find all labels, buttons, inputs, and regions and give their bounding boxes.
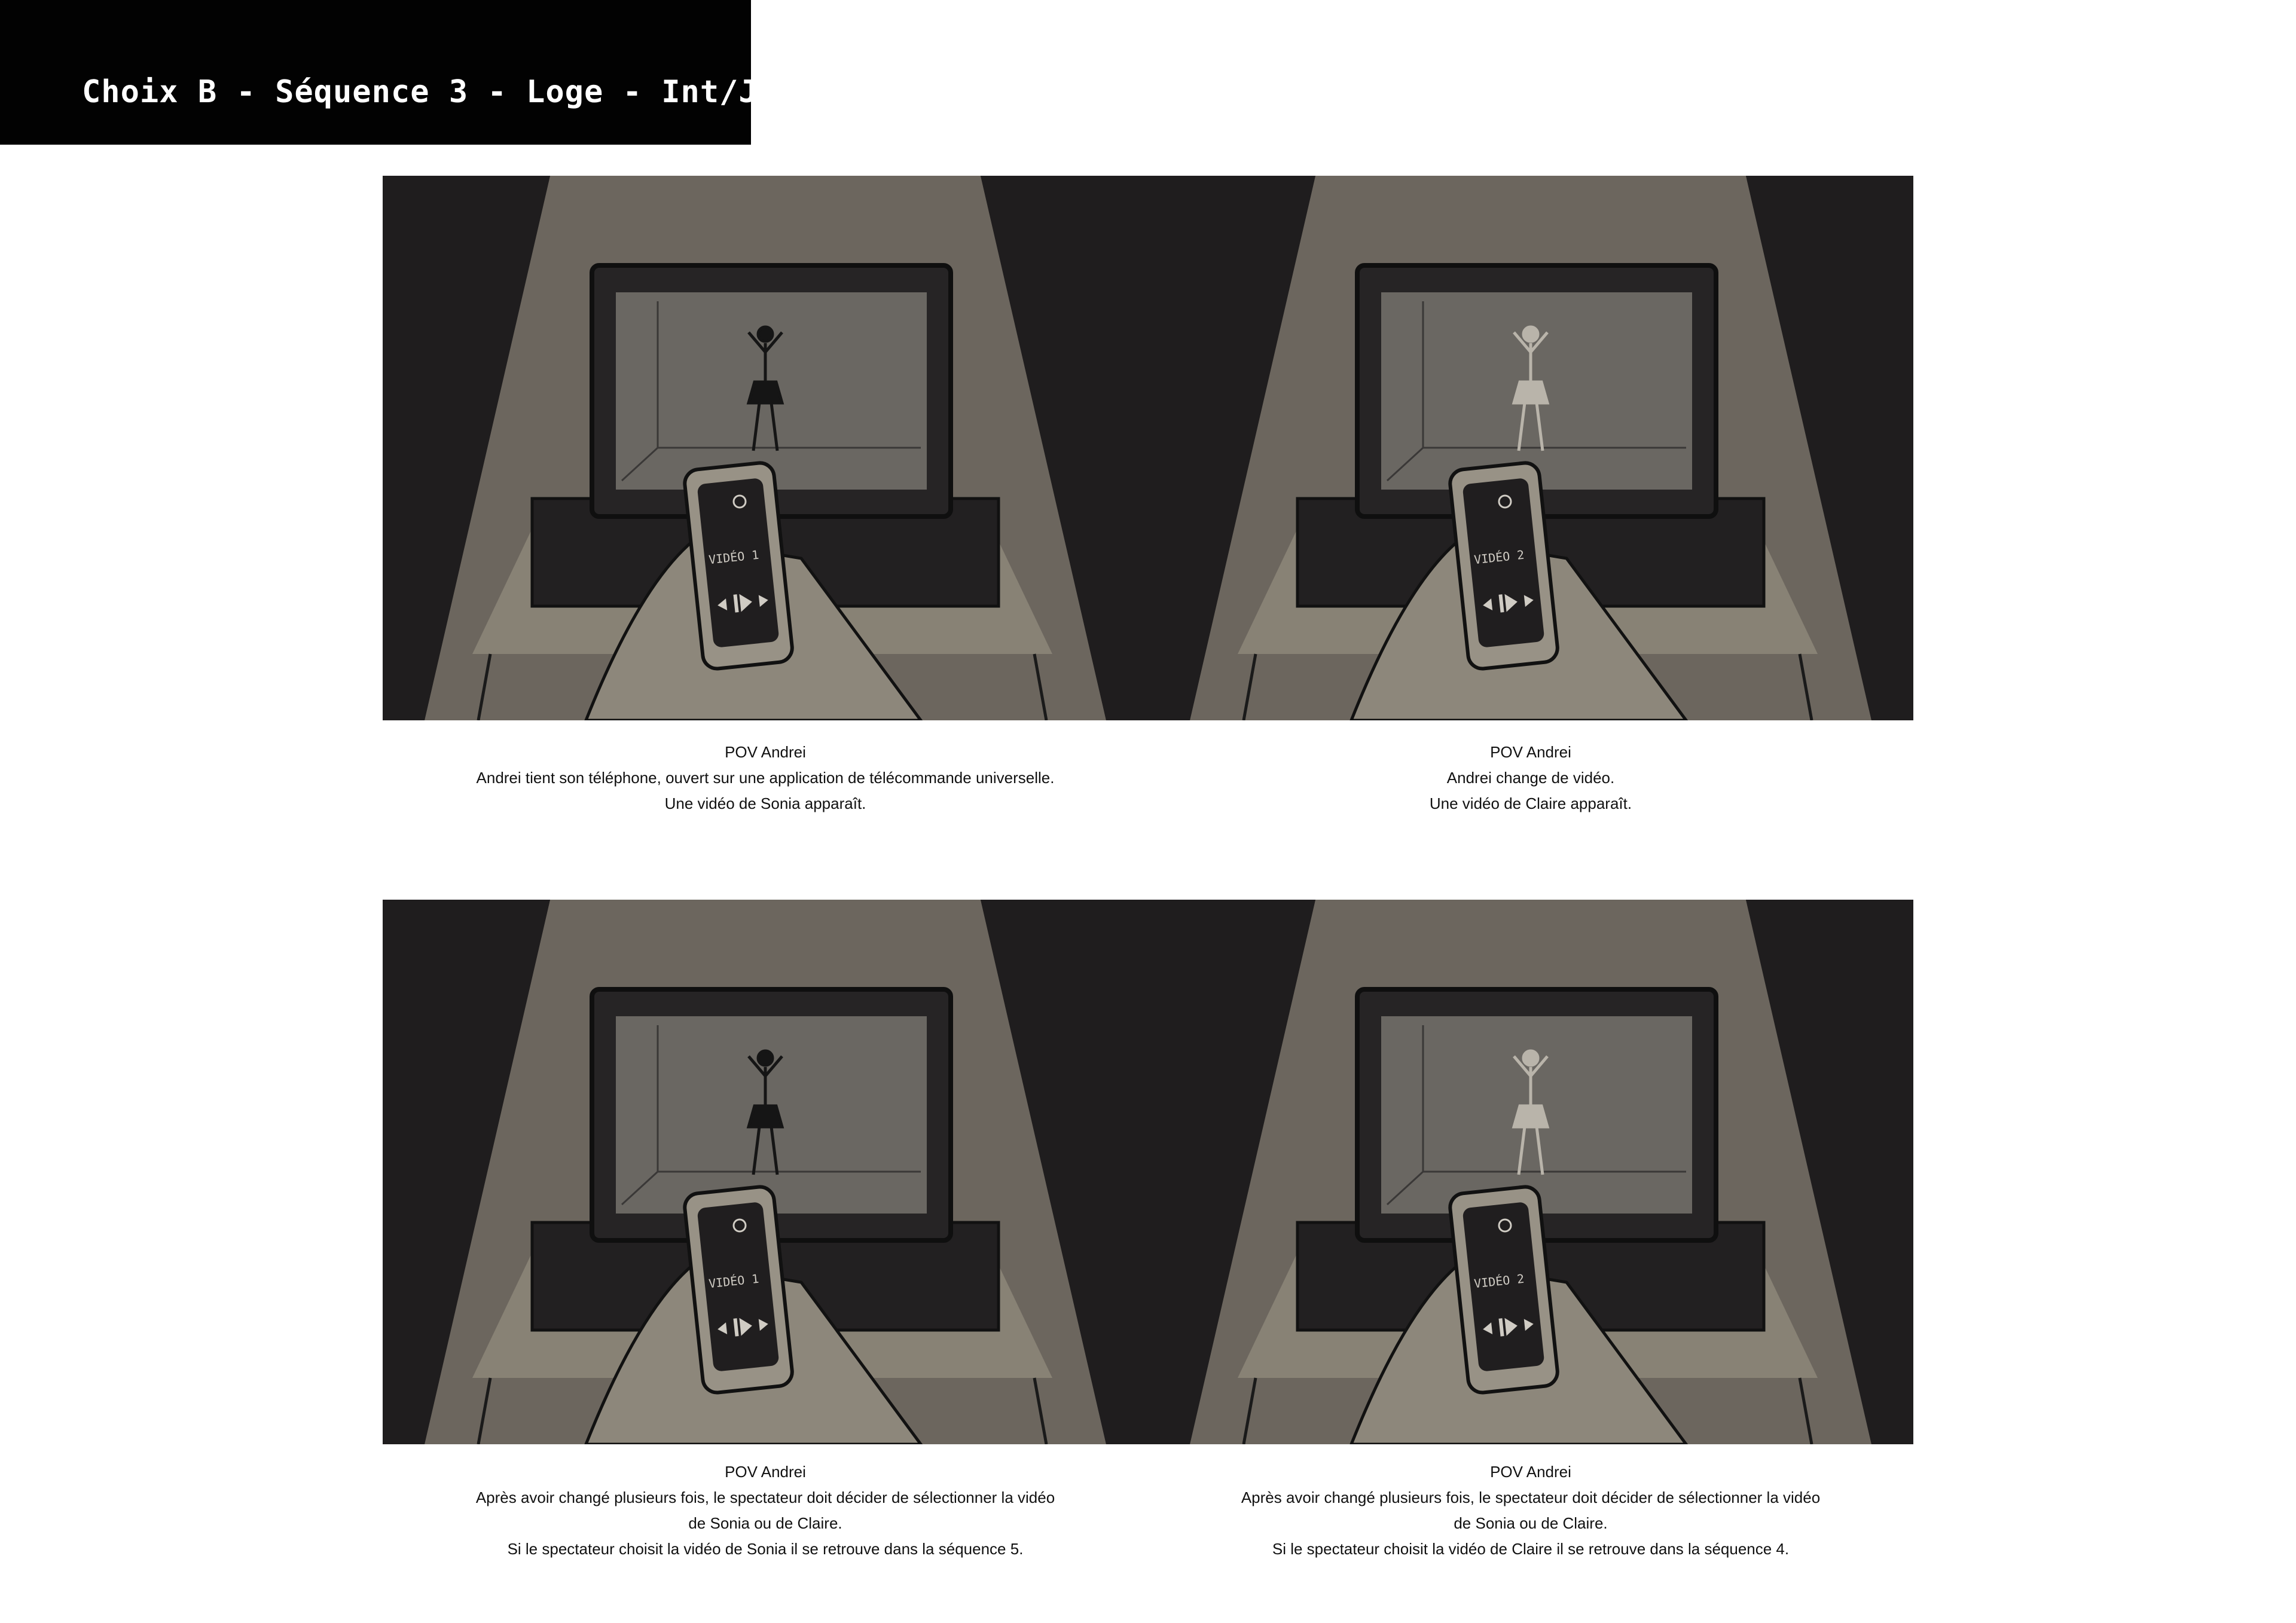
caption-line: Une vidéo de Claire apparaît.: [1429, 794, 1632, 812]
storyboard-panel-2: [1148, 176, 1913, 720]
page-title: Choix B - Séquence 3 - Loge - Int/Jour: [82, 74, 816, 110]
caption-line: Si le spectateur choisit la vidéo de Sonia il se retrouve dans la séquence 5.: [507, 1540, 1024, 1558]
storyboard-panel-4: [1148, 900, 1913, 1444]
caption-line: Andrei tient son téléphone, ouvert sur une application de télécommande universelle.: [476, 769, 1055, 787]
caption-line: Une vidéo de Sonia apparaît.: [664, 794, 866, 812]
storyboard-frame-3: [383, 900, 1148, 1444]
caption-line: Si le spectateur choisit la vidéo de Claire il se retrouve dans la séquence 4.: [1272, 1540, 1790, 1558]
phone-video-label: VIDÉO 2: [1473, 547, 1525, 567]
title-bar: [0, 0, 816, 145]
phone-video-label: VIDÉO 1: [708, 547, 760, 567]
caption-panel-4: [1148, 1459, 1913, 1562]
storyboard-panel-1: [383, 176, 1148, 720]
caption-panel-2: [1148, 739, 1913, 817]
caption-panel-1: [383, 739, 1148, 817]
caption-line: Après avoir changé plusieurs fois, le spectateur doit décider de sélectionner la vidéo: [1241, 1488, 1821, 1506]
caption-line: POV Andrei: [725, 743, 806, 761]
caption-line: de Sonia ou de Claire.: [688, 1514, 842, 1532]
phone-video-label: VIDÉO 2: [1473, 1271, 1525, 1291]
caption-line: POV Andrei: [725, 1463, 806, 1481]
storyboard-panel-3: [383, 900, 1148, 1444]
storyboard-frame-4: [1148, 900, 1913, 1444]
storyboard-frame-1: [383, 176, 1148, 720]
caption-line: de Sonia ou de Claire.: [1454, 1514, 1608, 1532]
storyboard-frame-2: [1148, 176, 1913, 720]
caption-line: Après avoir changé plusieurs fois, le spectateur doit décider de sélectionner la vidéo: [475, 1488, 1055, 1506]
caption-line: POV Andrei: [1490, 1463, 1571, 1481]
caption-line: POV Andrei: [1490, 743, 1571, 761]
caption-panel-3: [383, 1459, 1148, 1562]
phone-video-label: VIDÉO 1: [708, 1271, 760, 1291]
caption-line: Andrei change de vidéo.: [1446, 769, 1615, 787]
